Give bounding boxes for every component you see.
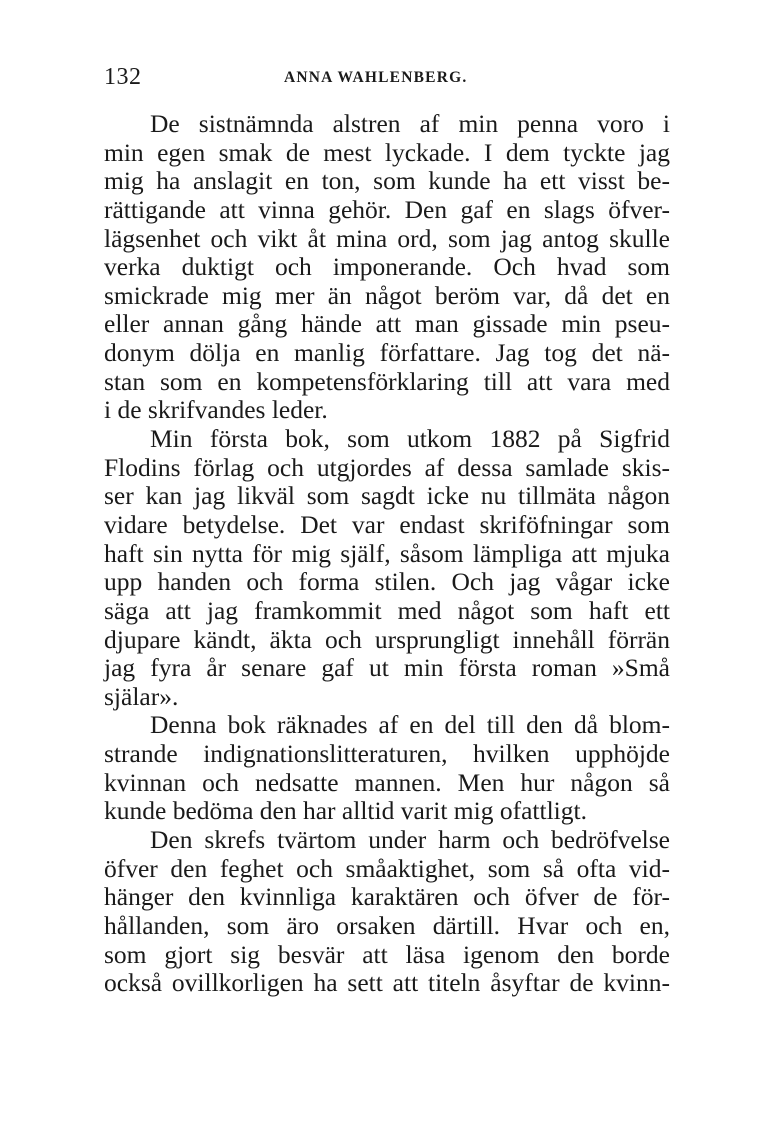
text-line: upp handen och forma stilen. Och jag vågar icke <box>104 567 670 597</box>
text-line: kunde bedöma den har alltid varit mig ofattligt. <box>104 796 587 826</box>
text-line: själar». <box>104 681 179 711</box>
text-line: kvinnan och nedsatte mannen. Men hur någon så <box>104 767 670 797</box>
text-line: smickrade mig mer än något beröm var, då det en <box>104 280 670 310</box>
text-line: hänger den kvinnliga karaktären och öfver de för- <box>104 882 670 912</box>
text-line: De sistnämnda alstren af min penna voro i <box>150 109 670 138</box>
text-line: haft sin nytta för mig själf, såsom lämpliga att mjuka <box>104 538 670 568</box>
text-line: hållanden, som äro orsaken därtill. Hvar och en, <box>104 910 670 940</box>
text-line: öfver den feghet och småaktighet, som så ofta vid- <box>104 853 670 883</box>
text-line: strande indignationslitteraturen, hvilken upphöjde <box>104 739 670 769</box>
text-line: mig ha anslagit en ton, som kunde ha ett visst be- <box>104 166 670 196</box>
text-line: säga att jag framkommit med något som haft ett <box>104 595 670 625</box>
text-line: Denna bok räknades af en del till den då blom- <box>150 710 670 740</box>
text-line: i de skrifvandes leder. <box>104 395 328 425</box>
text-line: min egen smak de mest lyckade. I dem tyckte jag <box>104 137 670 167</box>
page-header <box>104 62 670 92</box>
text-line: rättigande att vinna gehör. Den gaf en slags öfver- <box>104 194 670 224</box>
text-line: verka duktigt och imponerande. Och hvad som <box>104 252 670 282</box>
text-line: Den skrefs tvärtom under harm och bedröfvelse <box>150 825 670 855</box>
text-line: Flodins förlag och utgjordes af dessa samlade skis- <box>104 452 670 482</box>
text-line: också ovillkorligen ha sett att titeln åsyftar de kvinn- <box>104 968 670 998</box>
text-line: stan som en kompetensförklaring till att vara med <box>104 366 670 396</box>
text-line: Min första bok, som utkom 1882 på Sigfrid <box>150 424 670 454</box>
text-line: lägsenhet och vikt åt mina ord, som jag antog skulle <box>104 223 670 253</box>
text-line: vidare betydelse. Det var endast skriföfningar som <box>104 509 670 539</box>
page-number: 132 <box>104 64 142 90</box>
body-text <box>104 110 670 998</box>
running-head: ANNA WAHLENBERG. <box>284 69 468 86</box>
text-line: som gjort sig besvär att läsa igenom den borde <box>104 939 670 969</box>
text-line: donym dölja en manlig författare. Jag tog det nä- <box>104 338 670 368</box>
text-line: eller annan gång hände att man gissade min pseu- <box>104 309 670 339</box>
text-line: jag fyra år senare gaf ut min första roman »Små <box>104 653 670 683</box>
text-line: djupare kändt, äkta och ursprungligt innehåll förrän <box>104 624 670 654</box>
text-line: ser kan jag likväl som sagdt icke nu tillmäta någon <box>104 481 670 511</box>
